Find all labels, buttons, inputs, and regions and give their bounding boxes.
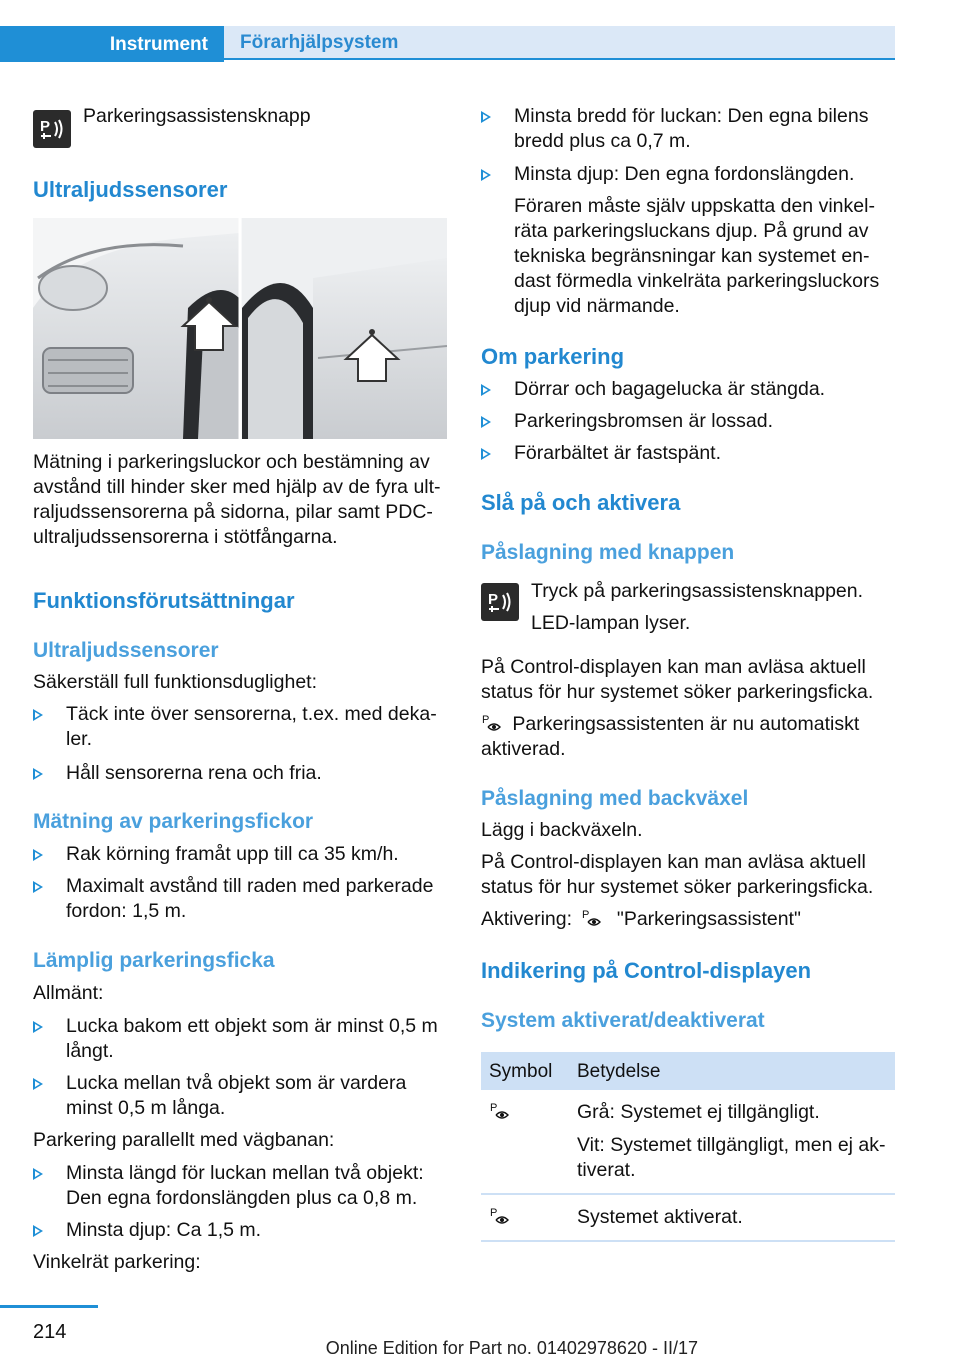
- display-status-text: På Control-displayen kan man avläsa aktuell status för hur systemet söker parkeringsficka.: [481, 656, 874, 703]
- sensor-description: Mätning i parkeringsluckor och bestämning av avstånd till hinder sker med hjälp av de fyra ultraljudssensorerna på sidorna, pilar samt PDC-ultraljudssensorerna i stötfångarna.: [33, 451, 441, 548]
- bullet-arrow-icon: [33, 1168, 43, 1180]
- page-number: 214: [33, 1321, 67, 1343]
- list-item: [33, 842, 447, 867]
- svg-text:P: P: [490, 1102, 498, 1114]
- bullet-arrow-icon: [33, 768, 43, 780]
- table-row: [481, 1194, 895, 1241]
- bullet-arrow-icon: [481, 384, 491, 396]
- footer-rule: [0, 1305, 98, 1308]
- button-caption: Parkeringsassistensknapp: [83, 105, 311, 127]
- heading-indication: Indikering på Control-displayen: [481, 958, 812, 983]
- list-item: [33, 874, 447, 924]
- list-item: [33, 761, 447, 786]
- list-item-text: Håll sensorerna rena och fria.: [66, 762, 322, 784]
- depth-note: Föraren måste själv uppskatta den vinkelräta parkeringsluckans djup. På grund av tekniska begränsningar kan systemet endast förmedla vinkelräta parkeringsluckors djup vid närmande.: [514, 195, 880, 317]
- list-item: [33, 1161, 447, 1211]
- svg-text:P: P: [490, 1207, 498, 1219]
- parking-assist-active-symbol-icon: [489, 1205, 515, 1227]
- perpendicular-label: Vinkelrät parkering:: [33, 1251, 201, 1273]
- bullet-arrow-icon: [33, 1021, 43, 1033]
- ensure-text: Säkerställ full funktionsduglighet:: [33, 671, 317, 693]
- subheading-with-button: Påslagning med knappen: [481, 541, 735, 564]
- symbol-table: [481, 1052, 895, 1242]
- list-item: [33, 1071, 447, 1121]
- activation-label: Aktivering:: [481, 908, 573, 930]
- bullet-arrow-icon: [33, 881, 43, 893]
- svg-text:P: P: [488, 591, 499, 608]
- list-item-text: Minsta bredd för luckan: Den egna bilens bredd plus ca 0,7 m.: [514, 105, 869, 152]
- list-item: [481, 441, 895, 466]
- sensor-illustration: [33, 218, 447, 439]
- parking-assist-button-icon: [33, 110, 71, 148]
- list-item: [481, 162, 895, 187]
- activation-value: "Parkeringsassistent": [616, 908, 801, 930]
- bullet-arrow-icon: [33, 1225, 43, 1237]
- svg-text:P: P: [482, 714, 490, 726]
- display-status-text-2: På Control-displayen kan man avläsa aktuell status för hur systemet söker parkeringsficka.: [481, 851, 874, 898]
- table-row: [481, 1090, 895, 1194]
- list-item-text: Täck inte över sensorerna, t.ex. med dekaler.: [66, 703, 437, 750]
- meaning-grey: Grå: Systemet ej tillgängligt.: [577, 1101, 820, 1123]
- list-item: [33, 1014, 447, 1064]
- parking-assist-symbol-icon: [481, 712, 507, 734]
- heading-requirements: Funktionsförutsättningar: [33, 588, 295, 613]
- general-label: Allmänt:: [33, 982, 104, 1004]
- list-item-text: Minsta längd för luckan mellan två objekt: Den egna fordonslängden plus ca 0,8 m.: [66, 1162, 424, 1209]
- subheading-system-status: System aktiverat/deaktiverat: [481, 1009, 765, 1032]
- list-item: [481, 377, 895, 402]
- bullet-arrow-icon: [33, 1078, 43, 1090]
- list-item-text: Förarbältet är fastspänt.: [514, 442, 722, 464]
- list-item-text: Lucka mellan två objekt som är vardera minst 0,5 m långa.: [66, 1072, 407, 1119]
- list-item: [481, 409, 895, 434]
- edition-text: Online Edition for Part no. 01402978620 - II/17: [325, 1338, 698, 1358]
- meaning-white: Vit: Systemet tillgängligt, men ej aktiverat.: [577, 1134, 886, 1181]
- table-header-row: [481, 1052, 895, 1090]
- list-item: [33, 702, 447, 752]
- column-header-meaning: Betydelse: [569, 1052, 895, 1090]
- list-item: [481, 104, 895, 154]
- activation-line: [481, 907, 895, 932]
- list-item: [33, 1218, 447, 1243]
- list-item-text: Rak körning framåt upp till ca 35 km/h.: [66, 843, 399, 865]
- tab-instrument[interactable]: Instrument: [0, 26, 224, 62]
- svg-text:P: P: [40, 118, 51, 135]
- bullet-arrow-icon: [481, 416, 491, 428]
- subheading-reverse-gear: Påslagning med backväxel: [481, 787, 749, 810]
- list-item-text: Parkeringsbromsen är lossad.: [514, 410, 774, 432]
- bullet-arrow-icon: [33, 709, 43, 721]
- led-text: LED-lampan lyser.: [531, 612, 691, 634]
- parking-assist-button-icon: [481, 583, 519, 621]
- column-header-symbol: Symbol: [481, 1052, 569, 1090]
- list-item-text: Lucka bakom ett objekt som är minst 0,5 m långt.: [66, 1015, 438, 1062]
- reverse-text: Lägg i backväxeln.: [481, 819, 643, 841]
- parking-assist-symbol-icon: [581, 907, 607, 929]
- parking-assist-symbol-icon: [489, 1100, 515, 1122]
- table-cell-meaning: [569, 1090, 895, 1194]
- heading-ultrasonic-sensors: Ultraljudssensorer: [33, 177, 228, 202]
- bullet-arrow-icon: [33, 849, 43, 861]
- table-cell-symbol: [481, 1194, 569, 1241]
- table-cell-meaning: Systemet aktiverat.: [569, 1194, 895, 1241]
- table-cell-symbol: [481, 1090, 569, 1194]
- subheading-measuring: Mätning av parkeringsfickor: [33, 810, 314, 833]
- subheading-ultrasonic-sensors: Ultraljudssensorer: [33, 639, 219, 662]
- list-item-text: Minsta djup: Ca 1,5 m.: [66, 1219, 262, 1241]
- heading-about-parking: Om parkering: [481, 344, 625, 369]
- parallel-label: Parkering parallellt med vägbanan:: [33, 1129, 335, 1151]
- list-item-text: Dörrar och bagagelucka är stängda.: [514, 378, 826, 400]
- svg-text:P: P: [582, 909, 590, 921]
- bullet-arrow-icon: [481, 111, 491, 123]
- auto-activated-label: Parkeringsassistenten är nu automatiskt aktiverad.: [481, 713, 860, 760]
- heading-switch-on: Slå på och aktivera: [481, 490, 681, 515]
- list-item-text: Minsta djup: Den egna fordonslängden.: [514, 163, 855, 185]
- bullet-arrow-icon: [481, 448, 491, 460]
- list-item-text: Maximalt avstånd till raden med parkerade fordon: 1,5 m.: [66, 875, 434, 922]
- header-tabs: [0, 26, 895, 62]
- subheading-suitable-space: Lämplig parkeringsficka: [33, 949, 275, 972]
- press-instruction: Tryck på parkeringsassistensknappen.: [531, 580, 864, 602]
- bullet-arrow-icon: [481, 169, 491, 181]
- tab-driver-assistance[interactable]: Förarhjälpsystem: [224, 26, 895, 60]
- auto-activated-text: [481, 712, 895, 762]
